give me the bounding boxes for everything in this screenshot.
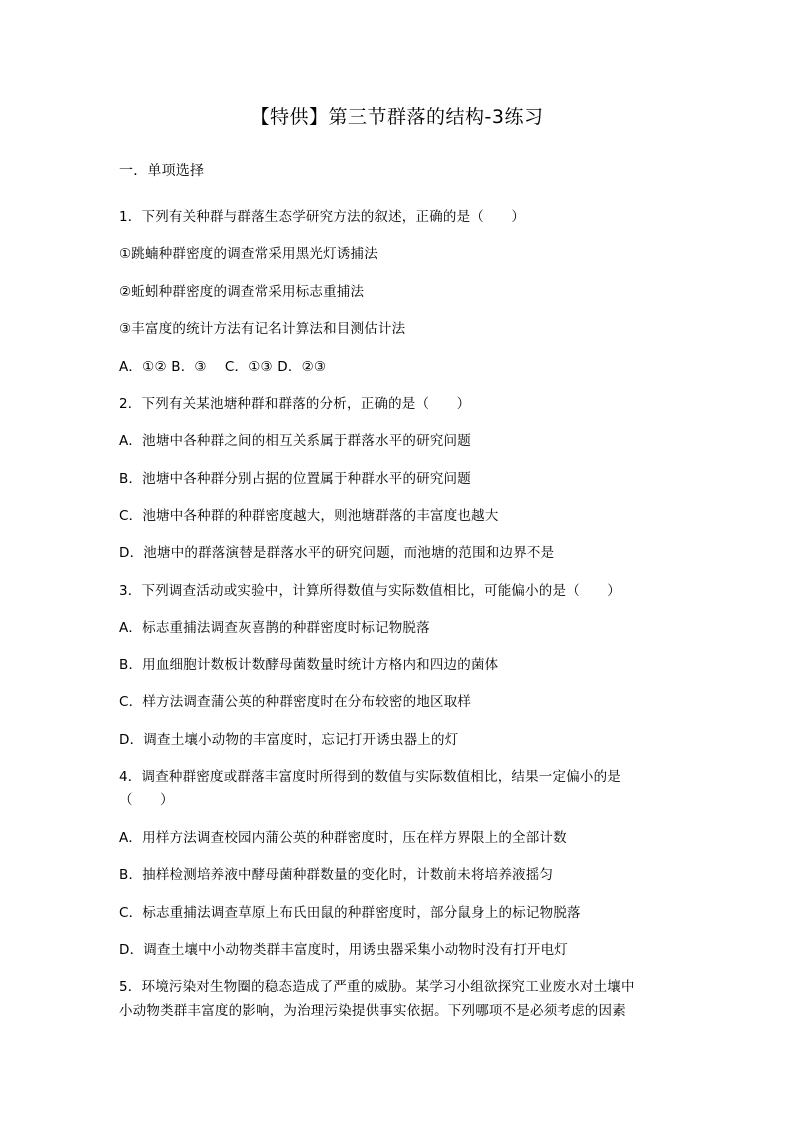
question-4-stem-line-1: 4．调查种群密度或群落丰富度时所得到的数值与实际数值相比，结果一定偏小的是 [119, 769, 621, 785]
question-3-option-a: A．标志重捕法调查灰喜鹊的种群密度时标记物脱落 [119, 620, 430, 636]
question-1-statement-3: ③丰富度的统计方法有记名计算法和目测估计法 [119, 321, 406, 337]
question-1-statement-2: ②蚯蚓种群密度的调查常采用标志重捕法 [119, 284, 365, 300]
question-4-stem-line-2: （ ） [119, 792, 174, 808]
question-5-stem-line-1: 5．环境污染对生物圈的稳态造成了严重的威胁。某学习小组欲探究工业废水对土壤中 [119, 979, 635, 995]
question-1-options: A．①② B．③ C．①③ D．②③ [119, 359, 327, 375]
question-2-option-b: B．池塘中各种群分别占据的位置属于种群水平的研究问题 [119, 471, 471, 487]
document-title: 【特供】第三节群落的结构-3练习 [250, 106, 544, 128]
question-3-stem: 3．下列调查活动或实验中，计算所得数值与实际数值相比，可能偏小的是（ ） [119, 583, 621, 599]
question-3-option-b: B．用血细胞计数板计数酵母菌数量时统计方格内和四边的菌体 [119, 657, 499, 673]
question-4-option-d: D．调查土壤中小动物类群丰富度时，用诱虫器采集小动物时没有打开电灯 [119, 942, 568, 958]
question-4-option-c: C．标志重捕法调查草原上布氏田鼠的种群密度时，部分鼠身上的标记物脱落 [119, 905, 581, 921]
question-5-stem-line-2: 小动物类群丰富度的影响，为治理污染提供事实依据。下列哪项不是必须考虑的因素 [119, 1003, 626, 1019]
question-3-option-c: C．样方法调查蒲公英的种群密度时在分布较密的地区取样 [119, 694, 472, 710]
question-2-option-d: D．池塘中的群落演替是群落水平的研究问题，而池塘的范围和边界不是 [119, 545, 555, 561]
question-2-stem: 2．下列有关某池塘种群和群落的分析，正确的是（ ） [119, 396, 471, 412]
question-1-stem: 1．下列有关种群与群落生态学研究方法的叙述，正确的是（ ） [119, 209, 526, 225]
question-2-option-a: A．池塘中各种群之间的相互关系属于群落水平的研究问题 [119, 433, 471, 449]
question-3-option-d: D．调查土壤小动物的丰富度时，忘记打开诱虫器上的灯 [119, 732, 459, 748]
question-4-option-b: B．抽样检测培养液中酵母菌种群数量的变化时，计数前未将培养液摇匀 [119, 867, 554, 883]
question-1-statement-1: ①跳蝻种群密度的调查常采用黑光灯诱捕法 [119, 246, 378, 262]
question-2-option-c: C．池塘中各种群的种群密度越大，则池塘群落的丰富度也越大 [119, 508, 499, 524]
section-heading: 一．单项选择 [119, 163, 205, 179]
question-4-option-a: A．用样方法调查校园内蒲公英的种群密度时，压在样方界限上的全部计数 [119, 830, 567, 846]
